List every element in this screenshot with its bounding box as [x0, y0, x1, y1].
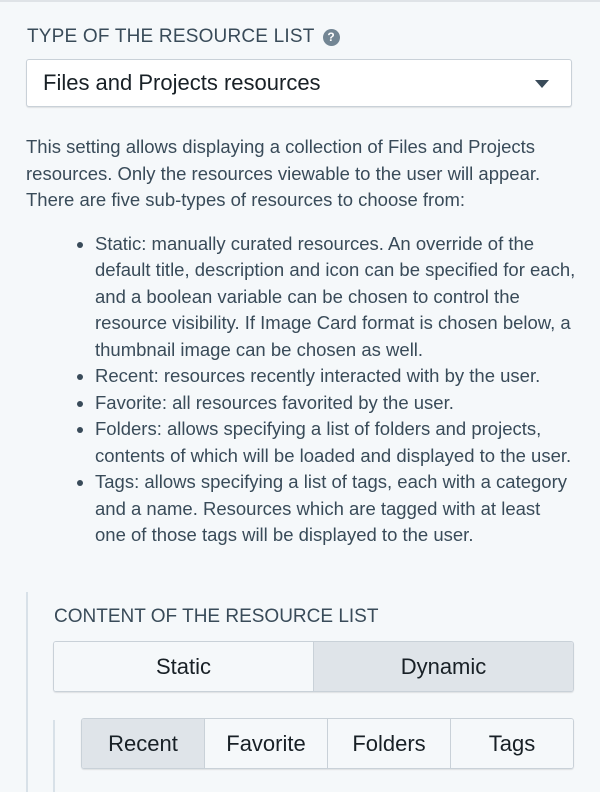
- list-item: • Recent: resources recently interacted with by the user.: [95, 363, 576, 390]
- help-icon[interactable]: ?: [323, 29, 340, 46]
- nested-subsection-divider: [53, 720, 55, 792]
- description-intro: This setting allows displaying a collection of Files and Projects resources. Only the resources viewable to the user will appear. There are five sub-types of resources to choose from:: [26, 136, 541, 210]
- favorite-option-button[interactable]: Favorite: [204, 719, 327, 768]
- dynamic-type-segmented-control: [81, 718, 574, 769]
- list-item: • Static: manually curated resources. An override of the default title, description and icon can be specified for each, and a boolean variable can be chosen to control the resource visibility. If Image Card format is chosen below, a thumbnail image can be chosen as well.: [95, 231, 576, 364]
- nested-section-divider: [26, 592, 28, 792]
- type-section-label: [27, 26, 340, 48]
- tags-option-button[interactable]: Tags: [450, 719, 573, 768]
- resource-type-select[interactable]: [26, 59, 572, 107]
- recent-option-button[interactable]: Recent: [82, 719, 204, 768]
- list-item: • Folders: allows specifying a list of folders and projects, contents of which will be loaded and displayed to the user.: [95, 416, 576, 469]
- type-section-label-text: TYPE OF THE RESOURCE LIST: [27, 26, 315, 47]
- resource-type-selected-value: Files and Projects resources: [43, 70, 321, 95]
- top-divider: [0, 0, 600, 2]
- dynamic-option-button[interactable]: Dynamic: [313, 642, 573, 691]
- resource-type-description: [26, 134, 576, 549]
- caret-down-icon: [535, 80, 549, 88]
- folders-option-button[interactable]: Folders: [327, 719, 450, 768]
- content-type-segmented-control: [53, 641, 574, 692]
- static-option-button[interactable]: Static: [54, 642, 313, 691]
- list-item: • Tags: allows specifying a list of tags, each with a category and a name. Resources which are tagged with at least one of those tags will be displayed to the user.: [95, 469, 576, 549]
- subtype-list: [26, 231, 576, 549]
- content-section-label: CONTENT OF THE RESOURCE LIST: [54, 606, 379, 627]
- list-item: • Favorite: all resources favorited by the user.: [95, 390, 576, 417]
